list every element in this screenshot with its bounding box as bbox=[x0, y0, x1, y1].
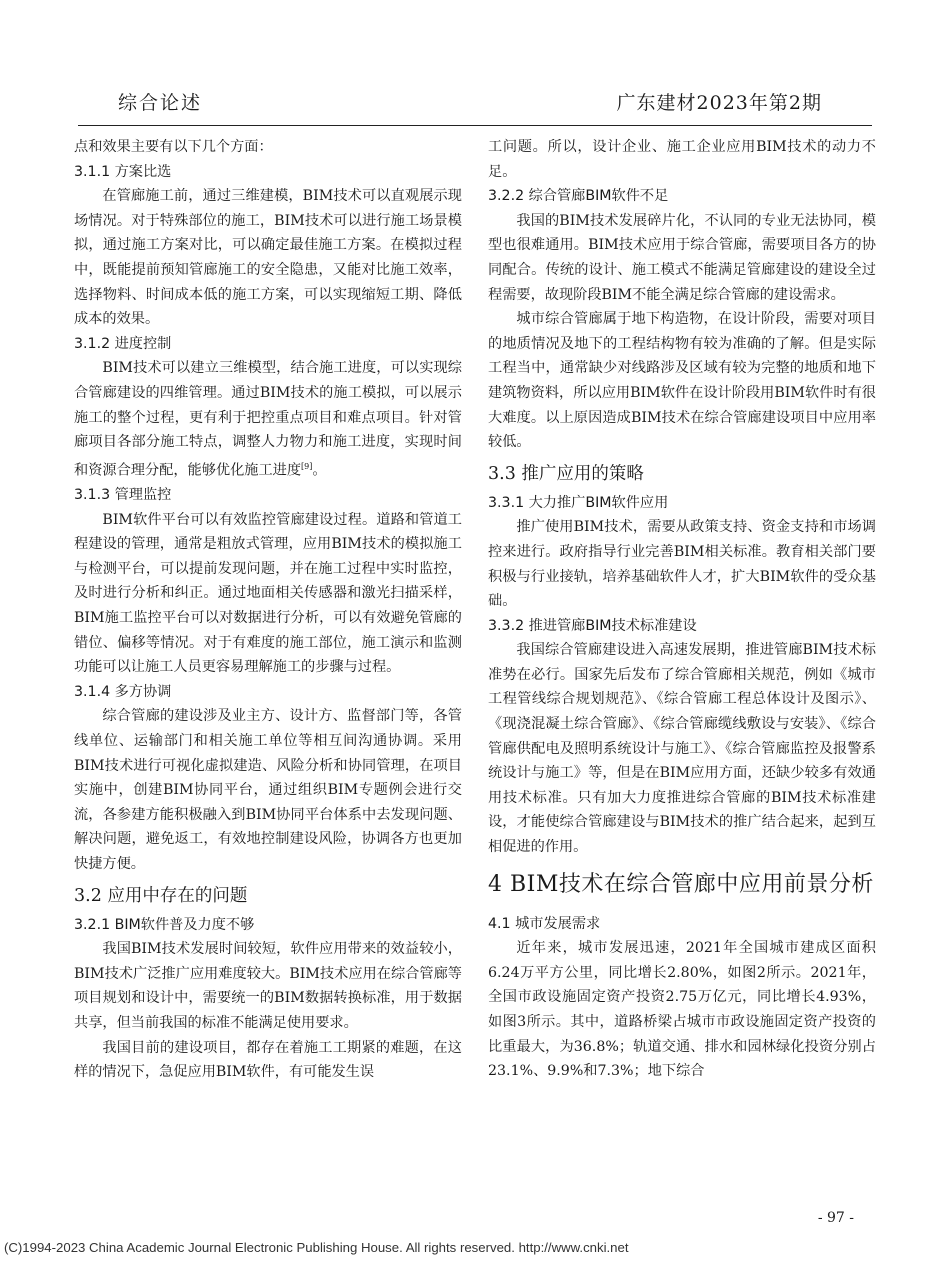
paragraph: BIM软件平台可以有效监控管廊建设过程。道路和管道工程建设的管理，通常是粗放式管理，应用BIM技术的模拟施工与检测平台，可以提前发现问题，并在施工过程中实时监控，及时进行分析和纠正。通过地面相关传感器和激光扫描采样，BIM施工监控平台可以对数据进行分析，可以有效避免管廊的错位、偏移等情况。对于有难度的施工部位，施工演示和监测功能可以让施工人员更容易理解施工的步骤与过程。 bbox=[74, 511, 462, 676]
paragraph: 我国目前的建设项目，都存在着施工工期紧的难题，在这样的情况下，急促应用BIM软件，有可能发生误 bbox=[74, 1039, 462, 1081]
subsection-heading: 4.1 城市发展需求 bbox=[488, 915, 601, 932]
subsection-heading: 3.1.1 方案比选 bbox=[74, 163, 172, 180]
running-header bbox=[78, 78, 872, 126]
section-heading: 3.3 推广应用的策略 bbox=[488, 463, 644, 484]
subsection-heading: 3.2.2 综合管廊BIM软件不足 bbox=[488, 188, 669, 205]
subsection-heading: 3.2.1 BIM软件普及力度不够 bbox=[74, 916, 255, 933]
paragraph: 点和效果主要有以下几个方面： bbox=[74, 139, 273, 155]
journal-issue: 广东建材2023年第2期 bbox=[616, 92, 822, 114]
citation[interactable]: [9] bbox=[301, 461, 313, 471]
paragraph: 综合管廊的建设涉及业主方、设计方、监督部门等，各管线单位、运输部门和相关施工单位等相互间沟通协调。采用BIM技术进行可视化虚拟建造、风险分析和协同管理，在项目实施中，创建BIM协同平台，通过组织BIM专题例会进行交流，各参建方能积极融入到BIM协同平台体系中去发现问题、解决问题，避免返工，有效地控制建设风险，协调各方也更加快捷方便。 bbox=[74, 708, 462, 872]
right-column bbox=[488, 135, 876, 1084]
paragraph: 城市综合管廊属于地下构造物，在设计阶段，需要对项目的地质情况及地下的工程结构物有较为准确的了解。但是实际工程当中，通常缺少对线路涉及区域有较为完整的地质和地下建筑物资料，所以应用BIM软件在设计阶段用BIM软件时有很大难度。以上原因造成BIM技术在综合管廊建设项目中应用率较低。 bbox=[488, 311, 876, 451]
paragraph: 我国综合管廊建设进入高速发展期，推进管廊BIM技术标准势在必行。国家先后发布了综合管廊相关规范，例如《城市工程管线综合规划规范》、《综合管廊工程总体设计及图示》、《现浇混凝土综合管廊》、《综合管廊缆线敷设与安装》、《综合管廊供配电及照明系统设计与施工》、《综合管廊监控及报警系统设计与施工》等，但是在BIM应用方面，还缺少较多有效通用技术标准。只有加大力度推进综合管廊的BIM技术标准建设，才能使综合管廊建设与BIM技术的推广结合起来，起到互相促进的作用。 bbox=[488, 642, 876, 856]
paragraph: 推广使用BIM技术，需要从政策支持、资金支持和市场调控来进行。政府指导行业完善BIM相关标准。教育相关部门要积极与行业接轨，培养基础软件人才，扩大BIM软件的受众基础。 bbox=[488, 519, 876, 610]
chapter-heading: 4 BIM技术在综合管廊中应用前景分析 bbox=[488, 871, 874, 897]
paragraph: 在管廊施工前，通过三维建模，BIM技术可以直观展示现场情况。对于特殊部位的施工，BIM技术可以进行施工场景模拟，通过施工方案对比，可以确定最佳施工方案。在模拟过程中，既能提前预知管廊施工的安全隐患，又能对比施工效率，选择物料、时间成本低的施工方案，可以实现缩短工期、降低成本的效果。 bbox=[74, 188, 462, 328]
page-number: - 97 - bbox=[817, 1210, 854, 1226]
copyright-notice: (C)1994-2023 China Academic Journal Electronic Publishing House. All rights reserved. http://www.cnki.net bbox=[4, 1240, 629, 1255]
subsection-heading: 3.1.2 进度控制 bbox=[74, 335, 172, 352]
paragraph-text: BIM技术可以建立三维模型，结合施工进度，可以实现综合管廊建设的四维管理。通过BIM技术的施工模拟，可以展示施工的整个过程，更有利于把控重点项目和难点项目。针对管廊项目各部分施工特点，调整人力物力和施工进度，实现时间和资源合理分配，能够优化施工进度 bbox=[74, 360, 462, 479]
subsection-heading: 3.1.3 管理监控 bbox=[74, 487, 172, 504]
paragraph: 我国的BIM技术发展碎片化，不认同的专业无法协同，模型也很难通用。BIM技术应用于综合管廊，需要项目各方的协同配合。传统的设计、施工模式不能满足管廊建设的建设全过程需要，故现阶段BIM不能全满足综合管廊的建设需求。 bbox=[488, 212, 876, 303]
subsection-heading: 3.3.1 大力推广BIM软件应用 bbox=[488, 494, 669, 511]
paragraph: 近年来，城市发展迅速，2021年全国城市建成区面积6.24万平方公里，同比增长2.80%，如图2所示。2021年，全国市政设施固定资产投资2.75万亿元，同比增长4.93%，如图3所示。其中，道路桥梁占城市市政设施固定资产投资的比重最大，为36.8%；轨道交通、排水和园林绿化投资分别占23.1%、9.9%和7.3%；地下综合 bbox=[488, 940, 876, 1080]
header-rule bbox=[78, 125, 872, 126]
subsection-heading: 3.3.2 推进管廊BIM技术标准建设 bbox=[488, 617, 697, 634]
section-label: 综合论述 bbox=[118, 92, 203, 114]
left-column bbox=[74, 135, 462, 1085]
paragraph bbox=[74, 356, 462, 483]
section-heading: 3.2 应用中存在的问题 bbox=[74, 885, 248, 906]
paragraph-end: 。 bbox=[312, 462, 327, 479]
paragraph: 我国BIM技术发展时间较短，软件应用带来的效益较小，BIM技术广泛推广应用难度较大。BIM技术应用在综合管廊等项目规划和设计中，需要统一的BIM数据转换标准，用于数据共享，但当前我国的标准不能满足使用要求。 bbox=[74, 941, 462, 1031]
paragraph: 工问题。所以，设计企业、施工企业应用BIM技术的动力不足。 bbox=[488, 139, 876, 180]
subsection-heading: 3.1.4 多方协调 bbox=[74, 683, 172, 700]
